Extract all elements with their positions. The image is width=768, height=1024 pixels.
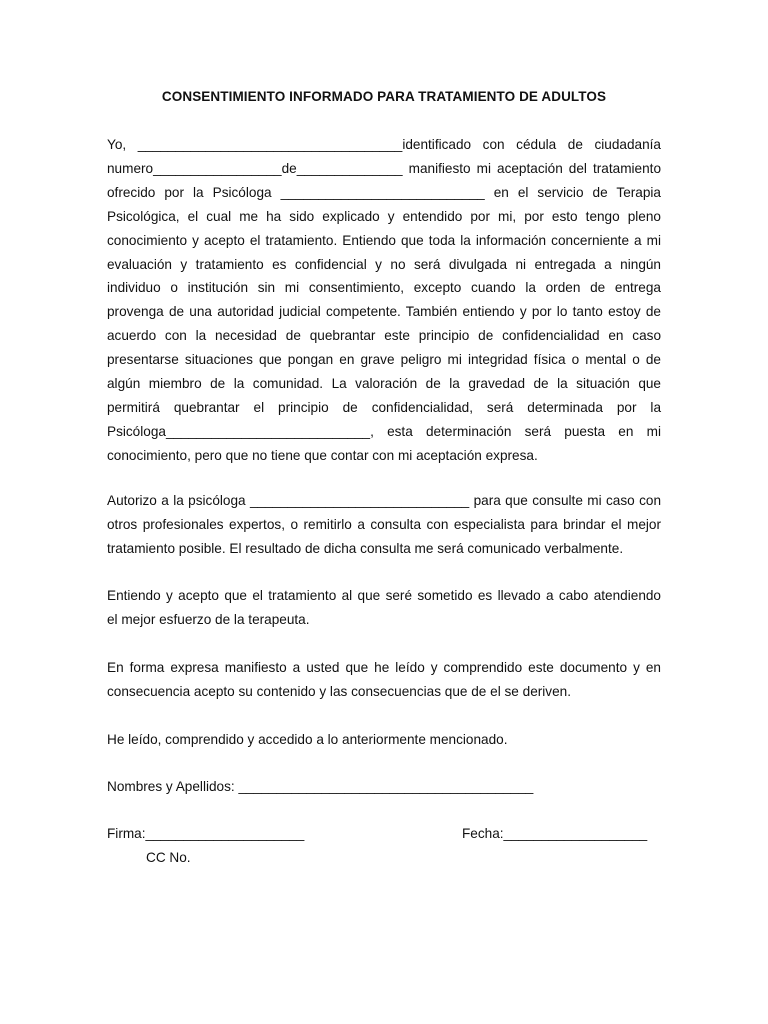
paragraph-line: individuo o institución sin mi consentimiento, excepto cuando la orden de entrega — [107, 280, 661, 296]
paragraph-line: Yo, ___________________________________identificado con cédula de ciudadanía — [107, 137, 661, 152]
paragraph-line: Psicóloga___________________________, esta determinación será puesta en mi — [107, 423, 661, 439]
signature-field: Firma:_____________________ — [107, 826, 305, 841]
read-confirmation-paragraph — [107, 728, 661, 752]
paragraph-line: conocimiento, pero que no tiene que contar con mi aceptación expresa. — [107, 447, 538, 463]
paragraph-line: numero_________________de______________ manifiesto mi aceptación del tratamiento — [107, 160, 661, 176]
names-field: Nombres y Apellidos: _______________________________________ — [107, 779, 534, 794]
paragraph-line: Psicológica, el cual me ha sido explicado y entendido por mi, por esto tengo pleno — [107, 208, 661, 224]
paragraph-line: presentarse situaciones que pongan en grave peligro mi integridad física o mental o de — [107, 352, 661, 368]
paragraph-line: Entiendo y acepto que el tratamiento al que seré sometido es llevado a cabo atendiendo — [107, 588, 661, 603]
consent-paragraph — [107, 133, 661, 468]
paragraph-line: conocimiento y acepto el tratamiento. Entiendo que toda la información concerniente a mi — [107, 232, 661, 248]
paragraph-line: algún miembro de la comunidad. La valoración de la gravedad de la situación que — [107, 376, 661, 392]
paragraph-line: otros profesionales expertos, o remitirlo a consulta con especialista para brindar el mejor — [107, 516, 661, 532]
paragraph-line: ofrecido por la Psicóloga ___________________________ en el servicio de Terapia — [107, 184, 661, 200]
paragraph-line: acuerdo con la necesidad de quebrantar este principio de confidencialidad en caso — [107, 328, 661, 344]
paragraph-line: He leído, comprendido y accedido a lo anteriormente mencionado. — [107, 732, 508, 747]
document-title: CONSENTIMIENTO INFORMADO PARA TRATAMIENTO DE ADULTOS — [161, 89, 607, 104]
express-consent-paragraph — [107, 656, 661, 704]
authorization-paragraph — [107, 489, 661, 561]
paragraph-line: provenga de una autoridad judicial competente. También entiendo y por lo tanto estoy de — [107, 304, 661, 320]
paragraph-line: consecuencia acepto su contenido y las consecuencias que de el se deriven. — [107, 683, 571, 699]
paragraph-line: evaluación y tratamiento es confidencial y no será divulgada ni entregada a ningún — [107, 256, 661, 272]
date-field: Fecha:___________________ — [462, 826, 648, 841]
paragraph-line: tratamiento posible. El resultado de dicha consulta me será comunicado verbalmente. — [107, 540, 624, 556]
paragraph-line: En forma expresa manifiesto a usted que he leído y comprendido este documento y en — [107, 660, 661, 675]
paragraph-line: permitirá quebrantar el principio de confidencialidad, será determinada por la — [107, 399, 661, 415]
paragraph-line: el mejor esfuerzo de la terapeuta. — [107, 611, 310, 627]
paragraph-line: Autorizo a la psicóloga _____________________________ para que consulte mi caso con — [107, 493, 661, 508]
acceptance-paragraph — [107, 584, 661, 632]
id-number-label: CC No. — [146, 850, 191, 865]
